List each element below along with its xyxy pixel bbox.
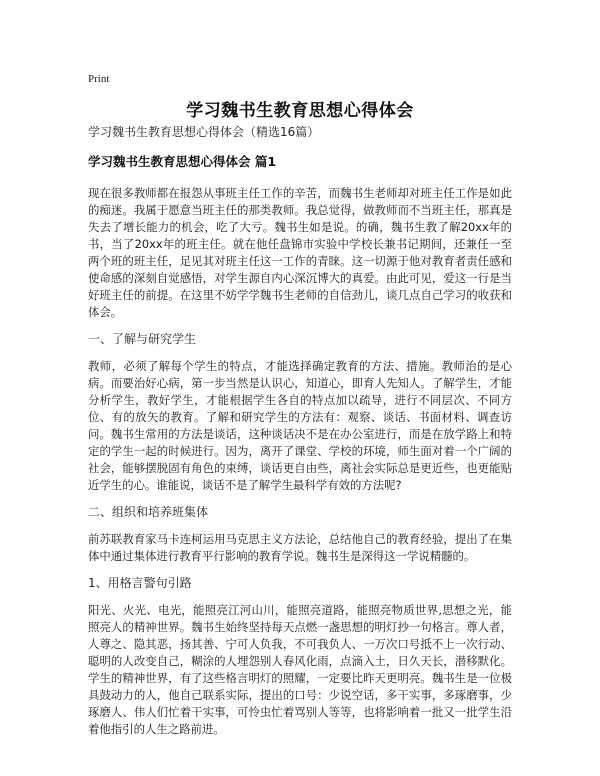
heading-class-collective: 二、组织和培养班集体	[88, 505, 209, 519]
paragraph-understand-students: 教师，必须了解每个学生的特点，才能选择确定教育的方法、措施。教师治的是心病。而要治好心病，第一步当然是认识心，知道心，即育人先知人。了解学生，才能分析学生，教好学生，才能根据学生各自的特点加以疏导，进行不同层次、不同方位、有的放矢的教育。了解和研究学生的方法有：观察、谈话、书面材料、调查访问。魏书生常用的方法是谈话，这种谈话决不是在办公室进行，而是在放学路上和特定的学生一起的时候进行。因为，离开了课堂、学校的环境，师生面对着一个广阔的社会，能够摆脱固有角色的束缚，谈话更自由些，离社会实际总是更近些，也更能贴近学生的心。谁能说，谈话不是了解学生最科学有效的方法呢?	[88, 359, 512, 492]
heading-understand-students: 一、了解与研究学生	[88, 332, 197, 346]
print-link[interactable]: Print	[88, 73, 110, 85]
paragraph-maxims: 阳光、火光、电光，能照亮江河山川，能照亮道路，能照亮物质世界,思想之光，能照亮人的精神世界。魏书生始终坚持每天点燃一盏思想的明灯抄一句格言。尊人者，人尊之、隐其恶，扬其善、宁可人负我，不可我负人、一万次口号抵不上一次行动、聪明的人改变自己，糊涂的人埋怨别人春风化雨，点滴入土，日久天长，潜移默化。学生的精神世界，有了这些格言明灯的照耀，一定要比昨天更明亮。魏书生是一位极具鼓动力的人，他自己联系实际，提出的口号：少说空话，多干实事，多琢磨事，少琢磨人、伟人们忙着干实事，可怜虫忙着骂别人等等，也将影响着一批又一批学生沿着他指引的人生之路前进。	[88, 603, 512, 736]
section-title: 学习魏书生教育思想心得体会 篇1	[88, 154, 277, 169]
paragraph-intro: 现在很多教师都在报怨从事班主任工作的辛苦，而魏书生老师却对班主任工作是如此的痴迷。我属于愿意当班主任的那类教师。我总觉得，做教师而不当班主任，那真是失去了增长能力的机会，吃了大亏。魏书生如是说。的确，魏书生教了解20xx年的书，当了20xx年的班主任。就在他任盘锦市实验中学校长兼书记期间，还兼任一至两个班的班主任，足见其对班主任这一工作的青睐。这一切源于他对教育者责任感和使命感的深刻自觉感悟，对学生源自内心深沉博大的真爱。由此可见，爱这一行是当好班主任的前提。在这里不妨学学魏书生老师的自信劲儿，谈几点自己学习的收获和体会。	[88, 186, 512, 319]
heading-maxims: 1、用格言警句引路	[88, 576, 192, 590]
document-title: 学习魏书生教育思想心得体会	[186, 101, 414, 121]
paragraph-class-collective: 前苏联教育家马卡连柯运用马克思主义方法论，总结他自己的教育经验，提出了在集体中通过集体进行教育平行影响的教育学说。魏书生是深得这一学说精髓的。	[88, 532, 512, 563]
document-subtitle: 学习魏书生教育思想心得体会（精选16篇）	[88, 125, 320, 139]
document-body	[88, 123, 512, 748]
